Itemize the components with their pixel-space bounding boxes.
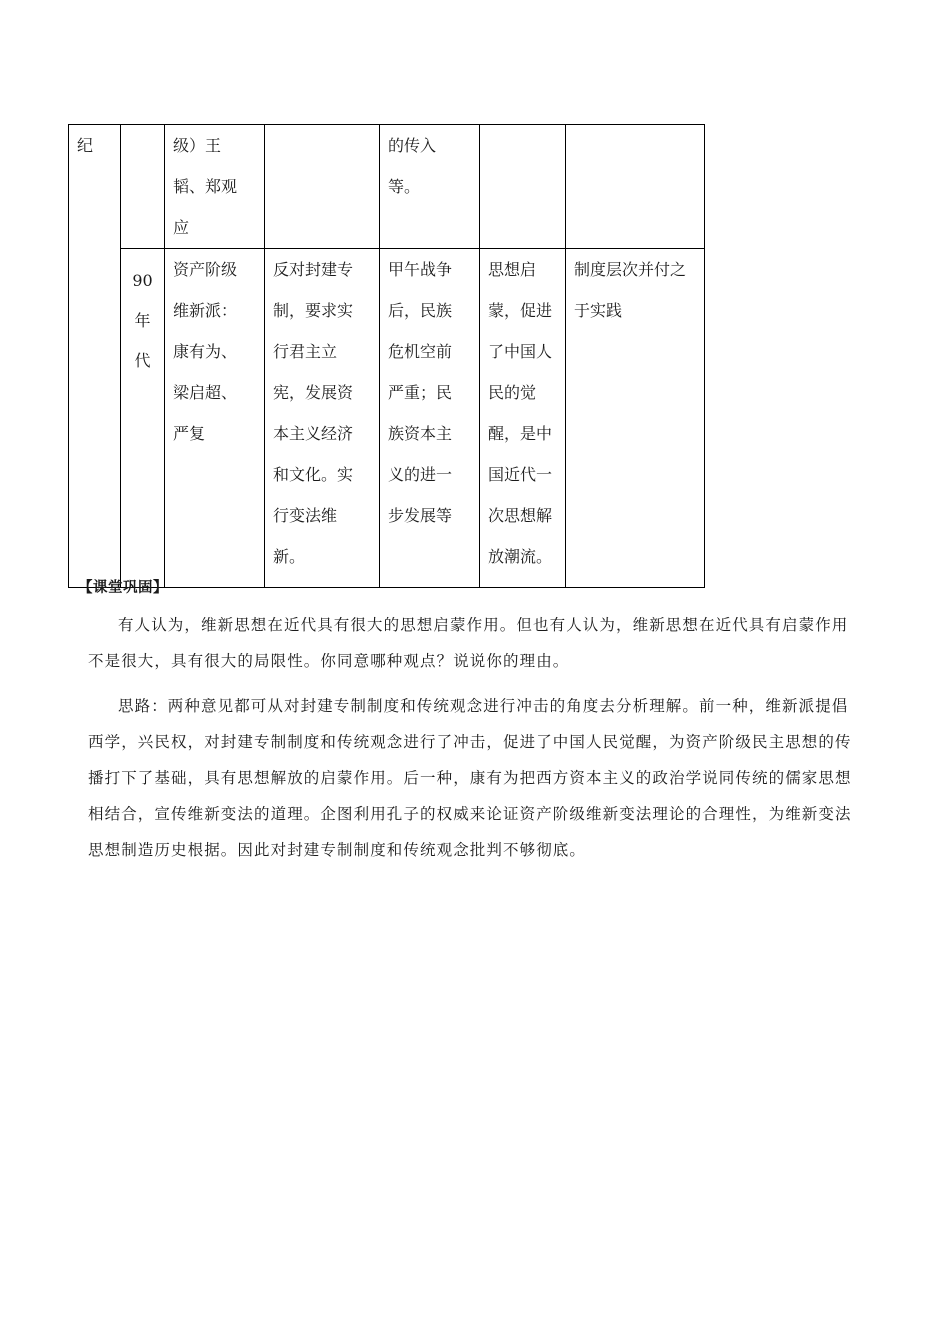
cell-line: 甲午战争 bbox=[388, 260, 453, 279]
cell-line: 义的进一 bbox=[388, 465, 453, 484]
level-cell-empty bbox=[566, 125, 705, 249]
cell-line: 思想启 bbox=[488, 260, 537, 279]
cell-line: 制，要求实 bbox=[273, 301, 354, 320]
representative-cell bbox=[165, 125, 265, 249]
cell-line: 放潮流。 bbox=[488, 547, 553, 566]
cell-line: 行变法维 bbox=[273, 506, 338, 525]
cell-line: 新。 bbox=[273, 547, 306, 566]
cell-line: 危机空前 bbox=[388, 342, 453, 361]
table-row bbox=[69, 249, 705, 588]
proposal-cell-empty bbox=[265, 125, 380, 249]
cell-line: 韬、郑观 bbox=[173, 177, 238, 196]
paragraph-line: 西学，兴民权，对封建专制制度和传统观念进行了冲击，促进了中国人民觉醒，为资产阶级民主思想的传 bbox=[88, 733, 852, 751]
paragraph-line: 有人认为，维新思想在近代具有很大的思想启蒙作用。但也有人认为，维新思想在近代具有启蒙作用 bbox=[118, 616, 849, 634]
background-cell bbox=[380, 125, 480, 249]
paragraph-line: 思路：两种意见都可从对封建专制制度和传统观念进行冲击的角度去分析理解。前一种，维新派提倡 bbox=[118, 697, 849, 715]
cell-line: 和文化。实 bbox=[273, 465, 354, 484]
paragraph-line: 相结合，宣传维新变法的道理。企图利用孔子的权威来论证资产阶级维新变法理论的合理性，为维新变法 bbox=[88, 805, 852, 823]
cell-line: 次思想解 bbox=[488, 506, 553, 525]
cell-line: 资产阶级 bbox=[173, 260, 238, 279]
cell-line: 等。 bbox=[388, 177, 421, 196]
cell-line: 行君主立 bbox=[273, 342, 338, 361]
cell-line: 民的觉 bbox=[488, 383, 537, 402]
cell-line: 级）王 bbox=[173, 136, 222, 155]
cell-line: 制度层次并付之 bbox=[574, 260, 687, 279]
cell-line: 步发展等 bbox=[388, 506, 453, 525]
period-cell bbox=[69, 125, 121, 588]
cell-line: 应 bbox=[173, 218, 190, 237]
cell-line: 醒，是中 bbox=[488, 424, 553, 443]
period-label: 纪 bbox=[77, 136, 94, 155]
cell-line: 宪，发展资 bbox=[273, 383, 354, 402]
era-line: 代 bbox=[134, 351, 151, 370]
cell-line: 反对封建专 bbox=[273, 260, 354, 279]
paragraph-line: 思想制造历史根据。因此对封建专制制度和传统观念批判不够彻底。 bbox=[88, 841, 587, 859]
paragraph-line: 播打下了基础，具有思想解放的启蒙作用。后一种，康有为把西方资本主义的政治学说同传统的儒家思想 bbox=[88, 769, 852, 787]
cell-line: 族资本主 bbox=[388, 424, 453, 443]
question-paragraph bbox=[88, 607, 868, 679]
background-cell bbox=[380, 249, 480, 588]
cell-line: 蒙，促进 bbox=[488, 301, 553, 320]
cell-line: 于实践 bbox=[574, 301, 623, 320]
cell-line: 了中国人 bbox=[488, 342, 553, 361]
cell-line: 国近代一 bbox=[488, 465, 553, 484]
cell-line: 梁启超、 bbox=[173, 383, 238, 402]
influence-cell-empty bbox=[480, 125, 566, 249]
cell-line: 严重；民 bbox=[388, 383, 453, 402]
era-cell bbox=[121, 249, 165, 588]
cell-line: 严复 bbox=[173, 424, 206, 443]
cell-line: 维新派： bbox=[173, 301, 238, 320]
influence-cell bbox=[480, 249, 566, 588]
era-cell-empty bbox=[121, 125, 165, 249]
cell-line: 康有为、 bbox=[173, 342, 238, 361]
level-cell bbox=[566, 249, 705, 588]
answer-paragraph bbox=[88, 688, 868, 868]
proposal-cell bbox=[265, 249, 380, 588]
section-title: 【课堂巩固】 bbox=[78, 580, 168, 596]
era-line: 年 bbox=[134, 311, 151, 330]
cell-line: 的传入 bbox=[388, 136, 437, 155]
table-row bbox=[69, 125, 705, 249]
paragraph-line: 不是很大，具有很大的局限性。你同意哪种观点？说说你的理由。 bbox=[88, 652, 570, 670]
representative-cell bbox=[165, 249, 265, 588]
era-line: 90 bbox=[132, 271, 153, 290]
cell-line: 本主义经济 bbox=[273, 424, 354, 443]
history-thought-table bbox=[68, 124, 705, 588]
cell-line: 后，民族 bbox=[388, 301, 453, 320]
